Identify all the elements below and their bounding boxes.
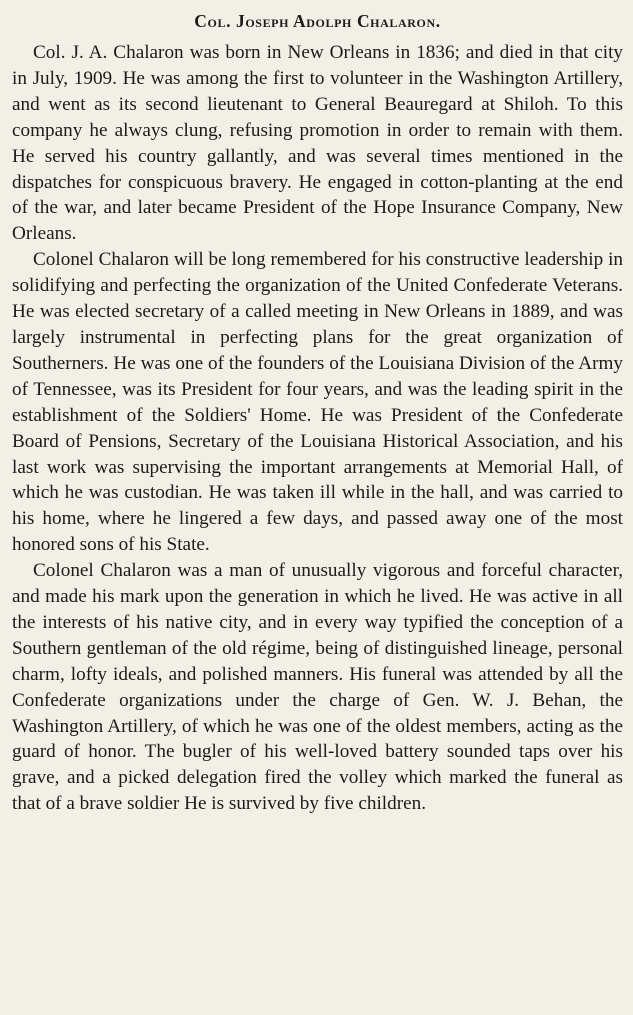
paragraph-character-and-funeral: Colonel Chalaron was a man of unusually vigorous and forceful character, and made his mark upon the generation in which he lived. He was active in all the interests of his native city, and in every way typified the conception of a Southern gentleman of the old régime, being of distinguished lineage, personal charm, lofty ideals, and polished manners. His funeral was attended by all the Confederate organizations under the charge of Gen. W. J. Behan, the Washington Artillery, of which he was one of the oldest members, acting as the guard of honor. The bugler of his well-loved battery sounded taps over his grave, and a picked delegation fired the volley which marked the funeral as that of a brave soldier He is survived by five children. <box>12 560 623 815</box>
article-title: Col. Joseph Adolph Chalaron. <box>194 11 441 31</box>
paragraph-birth-and-service: Col. J. A. Chalaron was born in New Orleans in 1836; and died in that city in July, 1909. He was among the first to volunteer in the Washington Artillery, and went as its second lieutenant to General Beauregard at Shiloh. To this company he always clung, refusing promotion in order to remain with them. He served his country gallantly, and was several times mentioned in the dispatches for conspicuous bravery. He engaged in cotton-planting at the end of the war, and later became President of the Hope Insurance Company, New Orleans. <box>12 42 623 245</box>
paragraph-veterans-leadership: Colonel Chalaron will be long remembered for his constructive leadership in solidifying and perfecting the organization of the United Confederate Veterans. He was elected secretary of a called meeting in New Orleans in 1889, and was largely instrumental in perfecting plans for the great organization of Southerners. He was one of the founders of the Louisiana Division of the Army of Tennessee, was its President for four years, and was the leading spirit in the establishment of the Soldiers' Home. He was President of the Confederate Board of Pensions, Secretary of the Louisiana Historical Association, and his last work was supervising the important arrangements at Memorial Hall, of which he was custodian. He was taken ill while in the hall, and was carried to his home, where he lingered a few days, and passed away one of the most honored sons of his State. <box>12 249 623 556</box>
